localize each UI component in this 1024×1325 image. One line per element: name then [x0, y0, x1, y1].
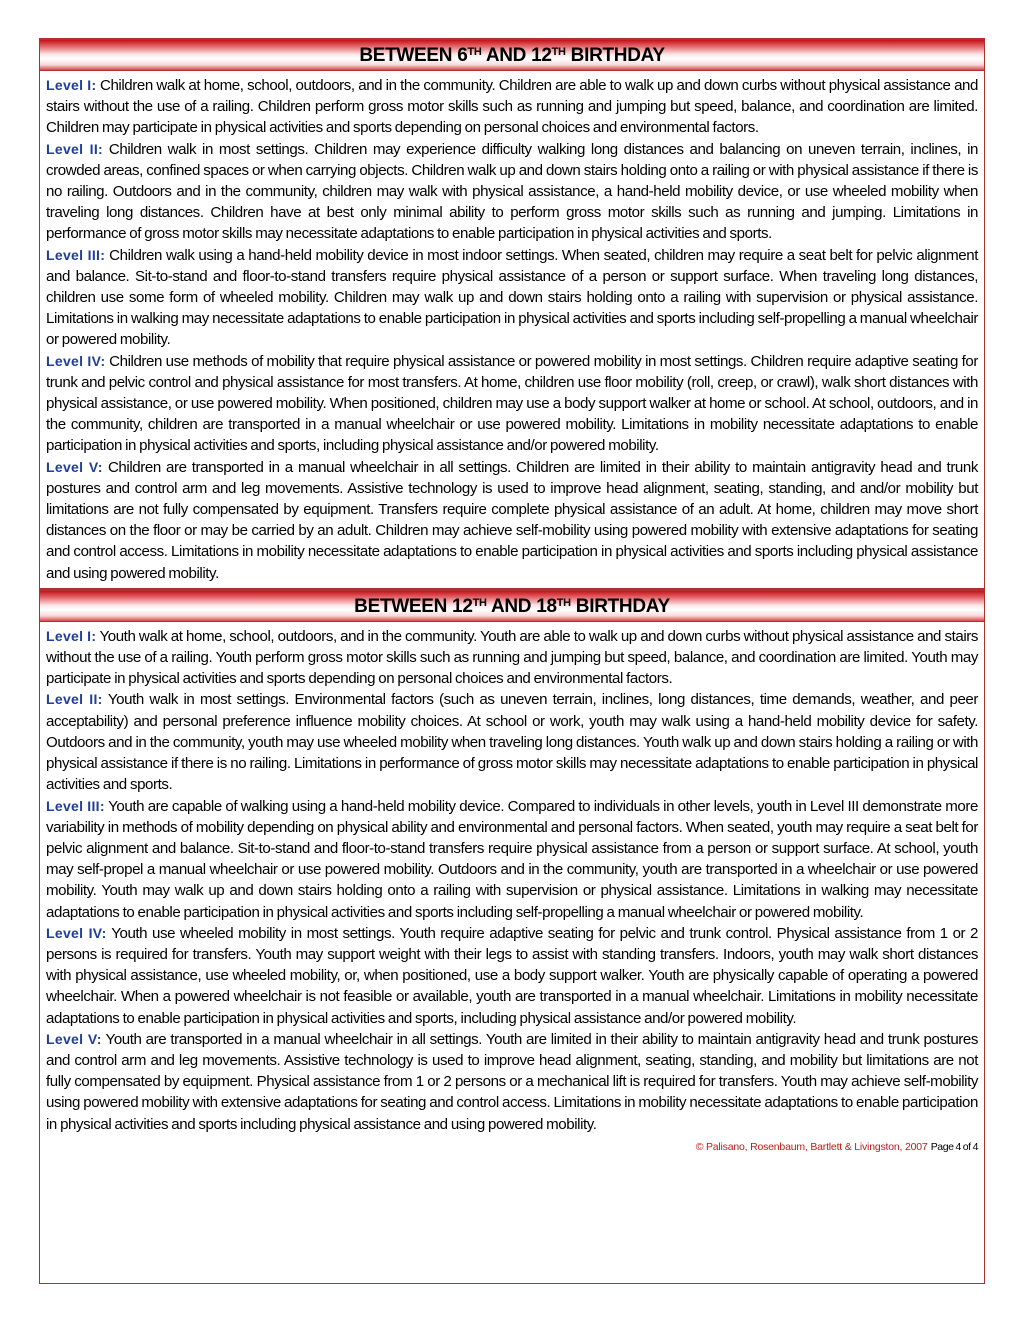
section-age-6-12: [40, 39, 984, 588]
document-frame: [39, 38, 985, 1284]
section-age-12-18: [40, 588, 984, 1162]
level-label: Level II:: [46, 140, 103, 157]
page-number: Page 4 of 4: [930, 1140, 978, 1153]
level-text: Children walk using a hand-held mobility device in most indoor settings. When seated, children may require a seat belt for pelvic alignment and balance. Sit-to-stand and floor-to-stand transfers require physical assistance of a person or support surface. When traveling long distances, children use some form of wheeled mobility. Children may walk up and down stairs holding onto a railing with supervision or physical assistance. Limitations in walking may necessitate adaptations to enable participation in physical activities and sports including self-propelling a manual wheelchair or powered mobility.: [46, 246, 979, 349]
level-text: Youth are transported in a manual wheelchair in all settings. Youth are limited in their ability to maintain antigravity head and trunk postures and control arm and leg movements. Assistive technology is used to improve head alignment, seating, standing, and mobility but limitations are not fully compensated by equipment. Physical assistance from 1 or 2 persons or a mechanical lift is required for transfers. Youth may achieve self-mobility using powered mobility with extensive adaptations for seating and control access. Limitations in mobility necessitate adaptations to enable participation in physical activities and sports including physical assistance and using powered mobility.: [46, 1030, 978, 1133]
level-1-description: [46, 75, 978, 139]
heading-ordinal-suffix: TH: [467, 46, 482, 58]
level-label: Level IV:: [46, 352, 106, 369]
level-4-description: [46, 351, 978, 457]
section-heading: [40, 590, 984, 622]
level-label: Level II:: [46, 691, 103, 708]
heading-part: BIRTHDAY: [565, 45, 665, 66]
level-4-description: [46, 923, 978, 1029]
level-label: Level I:: [46, 77, 97, 93]
level-3-description: [46, 796, 978, 923]
level-1-description: [46, 626, 978, 690]
level-label: Level I:: [46, 627, 97, 644]
level-text: Children walk in most settings. Children may experience difficulty walking long distances and balancing on uneven terrain, inclines, in crowded areas, confined spaces or when carrying objects. Children walk up and down stairs holding onto a railing or with physical assistance if there is no railing. Outdoors and in the community, children may walk with physical assistance, a hand-held mobility device, or use wheeled mobility when traveling long distances. Children have at best only minimal ability to perform gross motor skills such as running and jumping. Limitations in performance of gross motor skills may necessitate adaptations to enable participation in physical activities and sports.: [46, 140, 978, 243]
section-heading: [40, 39, 984, 71]
section-body: [40, 622, 984, 1162]
heading-part: AND 18: [486, 595, 557, 617]
level-label: Level IV:: [46, 924, 107, 941]
level-text: Children walk at home, school, outdoors, and in the community. Children are able to walk up and down curbs without physical assistance and stairs without the use of a railing. Children perform gross motor skills such as running and jumping but speed, balance, and coordination are limited. Children may participate in physical activities and sports depending on personal choices and environmental factors.: [46, 77, 979, 137]
heading-part: BETWEEN 12: [354, 595, 473, 617]
level-label: Level III:: [46, 797, 105, 814]
level-label: Level III:: [46, 246, 106, 263]
level-5-description: [46, 1029, 978, 1135]
heading-ordinal-suffix: TH: [551, 46, 566, 58]
heading-part: AND 12: [481, 45, 552, 66]
heading-part: BIRTHDAY: [570, 595, 670, 617]
level-text: Youth use wheeled mobility in most settings. Youth require adaptive seating for pelvic and trunk control. Physical assistance from 1 or 2 persons is required for transfers. Youth may support weight with their legs to assist with standing transfers. Indoors, youth may walk short distances with physical assistance, use wheeled mobility, or, when positioned, use a body support walker. Youth are physically capable of operating a powered wheelchair. When a powered wheelchair is not feasible or available, youth are transported in a manual wheelchair. Limitations in mobility necessitate adaptations to enable participation in physical activities and sports, including physical assistance and/or powered mobility.: [46, 924, 978, 1027]
level-3-description: [46, 245, 978, 351]
level-text: Youth walk at home, school, outdoors, and in the community. Youth are able to walk up and down curbs without physical assistance and stairs without the use of a railing. Youth perform gross motor skills such as running and jumping but speed, balance, and coordination are limited. Youth may participate in physical activities and sports depending on personal choices and environmental factors.: [46, 627, 978, 688]
heading-part: BETWEEN 6: [359, 45, 468, 66]
footer-credits: [696, 1135, 978, 1158]
level-2-description: [46, 139, 978, 245]
level-label: Level V:: [46, 458, 103, 475]
level-text: Children are transported in a manual wheelchair in all settings. Children are limited in their ability to maintain antigravity head and trunk postures and control arm and leg movements. Assistive technology is used to improve head alignment, seating, standing, and and/or mobility but limitations are not fully compensated by equipment. Transfers require complete physical assistance of an adult. At home, children may move short distances on the floor or may be carried by an adult. Children may achieve self-mobility using powered mobility with extensive adaptations for seating and control access. Limitations in mobility necessitate adaptations to enable participation in physical activities and sports including physical assistance and using powered mobility.: [46, 458, 979, 582]
heading-ordinal-suffix: TH: [556, 596, 571, 609]
level-5-description: [46, 457, 978, 584]
copyright-notice: © Palisano, Rosenbaum, Bartlett & Livingston, 2007: [695, 1140, 928, 1153]
level-2-description: [46, 689, 978, 795]
level-text: Youth walk in most settings. Environmental factors (such as uneven terrain, inclines, long distances, time demands, weather, and peer acceptability) and personal preference influence mobility choices. At school or work, youth may walk using a hand-held mobility device for safety. Outdoors and in the community, youth may use wheeled mobility when traveling long distances. Youth walk up and down stairs holding a railing or with physical assistance if there is no railing. Limitations in performance of gross motor skills may necessitate adaptations to enable participation in physical activities and sports.: [46, 691, 979, 794]
footer: [46, 1135, 978, 1158]
level-text: Youth are capable of walking using a hand-held mobility device. Compared to individuals in other levels, youth in Level III demonstrate more variability in methods of mobility depending on physical ability and environmental and personal factors. When seated, youth may require a seat belt for pelvic alignment and balance. Sit-to-stand and floor-to-stand transfers require physical assistance from a person or support surface. At school, youth may self-propel a manual wheelchair or use powered mobility. Outdoors and in the community, youth are transported in a wheelchair or use powered mobility. Youth may walk up and down stairs holding onto a railing with supervision or physical assistance. Limitations in walking may necessitate adaptations to enable participation in physical activities and sports including self-propelling a manual wheelchair or powered mobility.: [46, 797, 978, 921]
heading-ordinal-suffix: TH: [472, 596, 487, 609]
level-text: Children use methods of mobility that require physical assistance or powered mobility in most settings. Children require adaptive seating for trunk and pelvic control and physical assistance for most transfers. At home, children use floor mobility (roll, creep, or crawl), walk short distances with physical assistance, or use powered mobility. When positioned, children may use a body support walker at home or school. At school, outdoors, and in the community, children are transported in a manual wheelchair or use powered mobility. Limitations in mobility necessitate adaptations to enable participation in physical activities and sports, including physical assistance and/or powered mobility.: [46, 352, 978, 455]
section-body: [40, 71, 984, 588]
level-label: Level V:: [46, 1030, 102, 1047]
